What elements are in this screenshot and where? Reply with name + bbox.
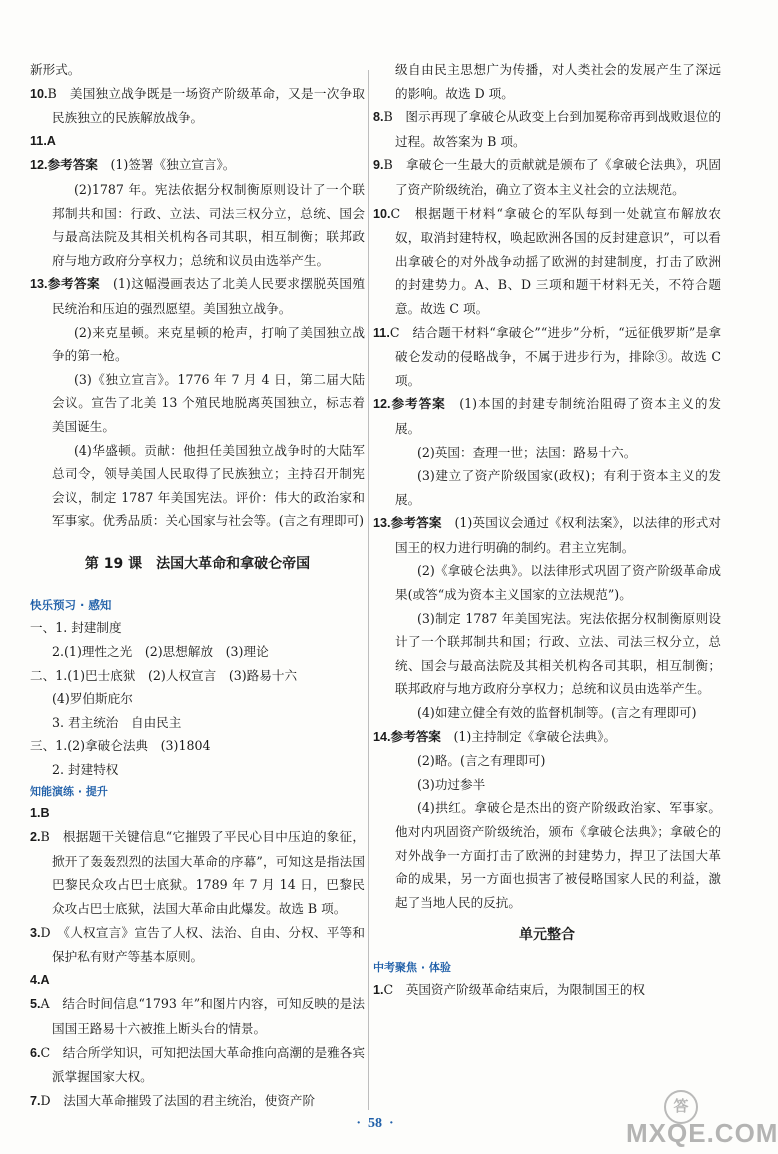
answer-14-part-3: (3)功过参半 [417,776,486,792]
right-column [373,58,721,1003]
answer-text: (1)签署《独立宣言》。 [110,157,236,173]
left-column [30,58,365,1113]
answer-14-part-2: (2)略。(言之有理即可) [417,753,546,769]
answer-10 [373,202,721,321]
answer-13-part-3: (3)制定 1787 年美国宪法。宪法依据分权制衡原则设计了一个联邦制共和国；行政、立法、司法三权分立，总统、国会与最高法院及其相关机构各司其职，相互制衡；联邦政府与地方政府分享权力；总统和议员由选举产生。 [395,610,721,697]
practice-answer-1: 1.B [30,805,50,820]
page-number-value: 58 [368,1116,382,1131]
answer-text: B 美国独立战争既是一场资产阶级革命，又是一次争取民族独立的民族解放战争。 [47,85,365,126]
answer-number: 10. [373,206,391,221]
answer-13 [30,272,365,320]
answer-12 [373,392,721,440]
answer-14-part-4: (4)拱红。拿破仑是杰出的资产阶级政治家、军事家。他对内巩固资产阶级统治，颁布《拿破仑法典》；拿破仑的对外战争一方面打击了欧洲的封建势力，捍卫了法国大革命的成果，另一方面也损害了被侵略国家人民的利益，激起了当地人民的反抗。 [395,800,721,910]
answer-number: 13. [373,516,391,531]
answer-13-part-4: (4)如建立健全有效的监督机制等。(言之有理即可) [417,705,697,721]
preview-line: (4)罗伯斯庇尔 [52,691,133,707]
answer-12-part-2: (2)英国：查理一世；法国：路易十六。 [417,444,637,460]
answer-text: B 根据题干关键信息“它摧毁了平民心目中压迫的象征，掀开了轰轰烈烈的法国大革命的序幕”，可知这是指法国巴黎民众攻占巴士底狱。1789 年 7 月 14 日，巴黎民众攻占巴士底狱，法国大革命由此爆发。故选 B 项。 [40,829,365,916]
answer-11 [373,321,721,393]
answer-12-part-2: (2)1787 年。宪法依据分权制衡原则设计了一个联邦制共和国：行政、立法、司法三权分立，总统、国会与最高法院及其相关机构各司其职，相互制衡；联邦政府与地方政府分享权力；总统和议员由选举产生。 [52,181,365,268]
answer-13-part-2: (2)《拿破仑法典》。以法律形式巩固了资产阶级革命成果(或答“成为资本主义国家的立法规范”)。 [395,563,721,603]
practice-answer-7 [30,1089,365,1114]
answer-13-part-4: (4)华盛顿。贡献：他担任美国独立战争时的大陆军总司令，领导美国人民取得了民族独立；主持召开制宪会议，制定 1787 年美国宪法。评价：伟大的政治家和军事家。优秀品质：关心国家与社会等。(言之有理即可) [52,442,365,529]
answer-text: (1)本国的封建专制统治阻碍了资本主义的发展。 [395,396,722,436]
unit-review-title: 单元整合 [519,927,575,944]
preview-line: 三、1.(2)拿破仑法典 (3)1804 [30,738,211,754]
answer-text: (1)英国议会通过《权利法案》，以法律的形式对国王的权力进行明确的制约。君主立宪制。 [395,515,722,555]
answer-text: (1)主持制定《拿破仑法典》。 [453,728,617,744]
practice-answer-3 [30,921,365,969]
preview-line: 2. 封建特权 [52,762,119,778]
watermark-badge: 答 [664,1090,698,1124]
preview-line: 3. 君主统治 自由民主 [52,714,182,730]
section-heading-preview: 快乐预习 · 感知 [30,598,112,613]
column-divider [368,70,369,1110]
preview-line: 2.(1)理性之光 (2)思想解放 (3)理论 [52,644,269,660]
answer-number: 14. [373,729,391,744]
answer-13-part-2: (2)来克星顿。来克星顿的枪声，打响了美国独立战争的第一枪。 [52,324,365,364]
answer-text: A 结合时间信息“1793 年”和图片内容，可知反映的是法国国王路易十六被推上断头台的情景。 [40,996,365,1036]
section-heading-exam-focus: 中考聚焦 · 体验 [373,960,451,974]
answer-number: 2. [30,830,41,845]
reference-answer-label: 参考答案 [390,515,442,531]
reference-answer-label: 参考答案 [47,157,98,173]
answer-text: D 《人权宣言》宣告了人权、法治、自由、分权、平等和保护私有财产等基本原则。 [40,924,365,965]
answer-number: 11. [373,325,390,340]
section-heading-practice: 知能演练 · 提升 [30,784,108,798]
watermark-text: MXQE.COM [626,1118,778,1148]
answer-8 [373,105,721,153]
practice-answer-2 [30,825,365,920]
reference-answer-label: 参考答案 [47,276,100,292]
answer-number: 13. [30,277,48,292]
answer-number: 8. [373,110,384,125]
practice-answer-4: 4.A [30,972,50,987]
answer-text: C 结合题干材料“拿破仑”“进步”分析，“远征俄罗斯”是拿破仑发动的侵略战争，不属于进步行为，排除③。故选 C 项。 [389,324,721,388]
answer-number: 1. [373,982,384,997]
practice-answer-6 [30,1041,365,1089]
answer-number: 7. [30,1093,41,1108]
answer-number: 12. [373,397,391,412]
answer-14 [373,725,721,750]
preview-line: 一、1. 封建制度 [30,620,122,636]
answer-12 [30,153,365,178]
continuation-line: 新形式。 [30,62,81,77]
answer-text: (1)这幅漫画表达了北美人民要求摆脱英国殖民统治和压迫的强烈愿望。美国独立战争。 [52,276,366,316]
reference-answer-label: 参考答案 [390,396,446,412]
watermark-logo [620,1090,778,1150]
practice-answer-5 [30,992,365,1040]
preview-line: 二、1.(1)巴士底狱 (2)人权宣言 (3)路易十六 [30,667,298,683]
answer-text: D 法国大革命摧毁了法国的君主统治，使资产阶 [40,1092,316,1108]
answer-10 [30,82,365,130]
answer-number: 12. [30,158,48,173]
page-number: · 58 · [356,1116,394,1131]
exam-answer-1 [373,978,721,1003]
reference-answer-label: 参考答案 [390,728,441,744]
answer-13 [373,511,721,559]
answer-13-part-3: (3)《独立宣言》。1776 年 7 月 4 日，第二届大陆会议。宣告了北美 13 个殖民地脱离英国独立，标志着美国诞生。 [52,371,365,434]
answer-number: 9. [373,158,384,173]
answer-text: C 英国资产阶级革命结束后，为限制国王的权 [383,981,646,997]
answer-number: 5. [30,997,41,1012]
answer-text: B 图示再现了拿破仑从政变上台到加冕称帝再到战败退位的过程。故答案为 B 项。 [383,109,721,149]
continuation-line: 级自由民主思想广为传播，对人类社会的发展产生了深远的影响。故选 D 项。 [395,62,721,101]
lesson-title: 第 19 课 法国大革命和拿破仑帝国 [84,555,311,572]
answer-text: B 拿破仑一生最大的贡献就是颁布了《拿破仑法典》，巩固了资产阶级统治，确立了资本主义社会的立法规范。 [383,157,721,197]
answer-text: C 结合所学知识，可知把法国大革命推向高潮的是雅各宾派掌握国家大权。 [40,1044,365,1085]
answer-number: 3. [30,925,41,940]
answer-text: C 根据题干材料“拿破仑的军队每到一处就宣布解放农奴，取消封建特权，唤起欧洲各国的反封建意识”，可以看出拿破仑的对外战争动摇了欧洲的封建制度，打击了欧洲的封建势力。A、B、D 三项和题干材料无关，不符合题意。故选 C 项。 [390,205,721,316]
answer-number: 10. [30,86,48,101]
answer-9 [373,153,721,201]
answer-12-part-3: (3)建立了资产阶级国家(政权)；有利于资本主义的发展。 [395,468,721,507]
answer-number: 6. [30,1045,41,1060]
answer-11: 11.A [30,133,56,148]
